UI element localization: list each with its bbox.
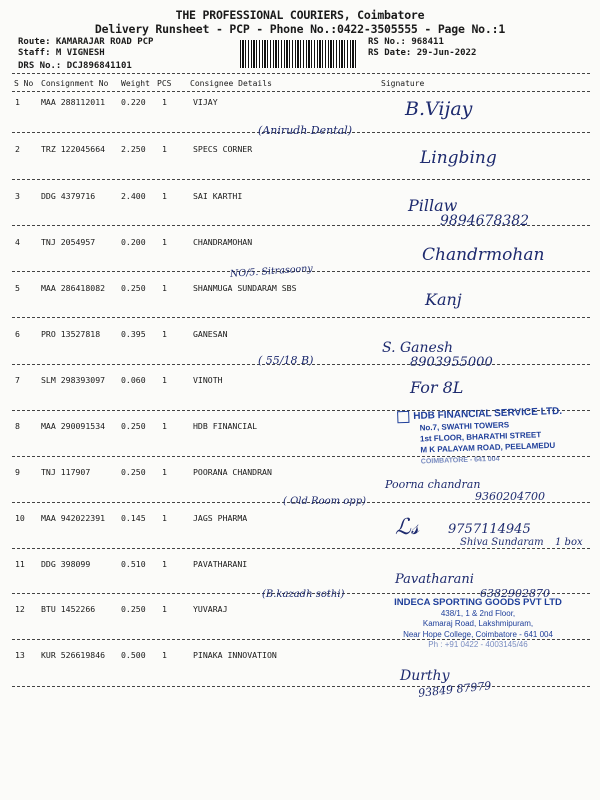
row-consignment: MAA 290091534 xyxy=(41,421,106,431)
row-consignment: TNJ 2054957 xyxy=(41,237,96,247)
handnote-row12: (B.kazadh sothi) xyxy=(262,589,345,600)
row-sno: 11 xyxy=(15,559,25,569)
handnote-row1: (Anirudh Dental) xyxy=(258,124,353,137)
row-sno: 8 xyxy=(15,421,20,431)
phone-row9: 9360204700 xyxy=(475,490,545,503)
row-pcs: 1 xyxy=(162,283,167,293)
indeca-stamp-name: INDECA SPORTING GOODS PVT LTD xyxy=(394,597,562,608)
drs-number: DRS No.: DCJ896841101 xyxy=(18,61,132,71)
rs-date: RS Date: 29-Jun-2022 xyxy=(368,48,477,58)
header-rule-top xyxy=(12,73,590,74)
row-consignee: YUVARAJ xyxy=(193,604,228,614)
phone-row11: 6382902870 xyxy=(480,587,550,600)
row-consignment: DDG 398099 xyxy=(41,559,91,569)
company-title: THE PROFESSIONAL COURIERS, Coimbatore xyxy=(175,8,425,22)
row-consignment: MAA 286418082 xyxy=(41,283,106,293)
row-consignment: TRZ 122045664 xyxy=(41,144,106,154)
row-consignee: CHANDRAMOHAN xyxy=(193,237,253,247)
row-consignment: TNJ 117907 xyxy=(41,467,91,477)
hdb-stamp-line4: COIMBATORE - 641 004 xyxy=(420,455,500,466)
signature-row4: Chandrmohan xyxy=(422,245,545,265)
header-rule-bottom xyxy=(12,91,590,92)
handnote-row5: NO/5. Sitrasoony xyxy=(229,263,314,280)
row-pcs: 1 xyxy=(162,329,167,339)
row-divider xyxy=(12,686,590,687)
row-consignee: JAGS PHARMA xyxy=(193,513,248,523)
row-pcs: 1 xyxy=(162,144,167,154)
row-sno: 3 xyxy=(15,191,20,201)
runsheet-subtitle: Delivery Runsheet - PCP - Phone No.:0422-3505555 - Page No.:1 xyxy=(94,22,506,36)
col-signature: Signature xyxy=(381,79,425,88)
row-weight: 0.250 xyxy=(121,604,146,614)
row-weight: 0.145 xyxy=(121,513,146,523)
row-consignment: MAA 942022391 xyxy=(41,513,106,523)
indeca-stamp xyxy=(378,598,578,651)
signature-row11: Pavatharani xyxy=(395,572,474,587)
row-weight: 0.395 xyxy=(121,329,146,339)
row-sno: 7 xyxy=(15,375,20,385)
row-divider xyxy=(12,548,590,549)
row-weight: 2.400 xyxy=(121,191,146,201)
handnote-row6: ( 55/18 B) xyxy=(258,354,314,367)
phone-row13: 93849 87979 xyxy=(417,679,492,700)
row-sno: 1 xyxy=(15,97,20,107)
indeca-stamp-line1: 438/1, 1 & 2nd Floor, xyxy=(440,608,516,618)
row-consignee: GANESAN xyxy=(193,329,228,339)
route-label: Route: KAMARAJAR ROAD PCP xyxy=(18,37,154,47)
row-divider xyxy=(12,179,590,180)
box-row10: 1 box xyxy=(555,537,583,548)
staff-label: Staff: M VIGNESH xyxy=(18,48,105,58)
row-consignee: HDB FINANCIAL xyxy=(193,421,258,431)
row-weight: 2.250 xyxy=(121,144,146,154)
signature-row13: Durthy xyxy=(400,668,450,684)
phone-row6: 8903955000 xyxy=(410,355,493,370)
col-pcs: PCS xyxy=(157,79,172,88)
row-sno: 5 xyxy=(15,283,20,293)
row-consignment: DDG 4379716 xyxy=(41,191,96,201)
row-consignment: MAA 288112011 xyxy=(41,97,106,107)
row-sno: 2 xyxy=(15,144,20,154)
row-sno: 4 xyxy=(15,237,20,247)
row-weight: 0.510 xyxy=(121,559,146,569)
row-consignment: PRO 13527818 xyxy=(41,329,101,339)
signature-row10: ℒ𝓈 xyxy=(395,515,419,540)
row-weight: 0.500 xyxy=(121,650,146,660)
col-sno: S No xyxy=(14,79,34,88)
phone-row10: 9757114945 xyxy=(448,522,531,537)
row-pcs: 1 xyxy=(162,375,167,385)
row-pcs: 1 xyxy=(162,604,167,614)
row-sno: 10 xyxy=(15,513,25,523)
row-consignment: KUR 526619846 xyxy=(41,650,106,660)
signature-row6: S. Ganesh xyxy=(382,340,454,356)
row-sno: 6 xyxy=(15,329,20,339)
row-pcs: 1 xyxy=(162,237,167,247)
hdb-stamp-name: HDB FINANCIAL SERVICE LTD. xyxy=(413,405,563,423)
row-sno: 9 xyxy=(15,467,20,477)
row-sno: 13 xyxy=(15,650,25,660)
hdb-stamp-line2: 1st FLOOR, BHARATHI STREET xyxy=(419,430,542,444)
row-pcs: 1 xyxy=(162,97,167,107)
row-pcs: 1 xyxy=(162,513,167,523)
hdb-stamp xyxy=(397,405,584,467)
row-consignee: PINAKA INNOVATION xyxy=(193,650,277,660)
signature-row3: Pillaw xyxy=(408,196,458,215)
row-weight: 0.060 xyxy=(121,375,146,385)
row-consignee: SAI KARTHI xyxy=(193,191,243,201)
row-consignee: SHANMUGA SUNDARAM SBS xyxy=(193,283,297,293)
row-pcs: 1 xyxy=(162,421,167,431)
row-consignee: PAVATHARANI xyxy=(193,559,248,569)
signature-row5: Kanj xyxy=(425,290,462,309)
row-consignee: VIJAY xyxy=(193,97,218,107)
phone-row3: 9894678382 xyxy=(440,213,530,229)
hdb-logo-icon xyxy=(397,411,409,423)
handnote-row9: ( Old Room opp) xyxy=(283,496,367,507)
row-weight: 0.250 xyxy=(121,467,146,477)
indeca-stamp-line3: Near Hope College, Coimbatore - 641 004 xyxy=(403,629,553,639)
col-consignment: Consignment No xyxy=(41,79,109,88)
row-weight: 0.220 xyxy=(121,97,146,107)
row-pcs: 1 xyxy=(162,559,167,569)
name-row10: Shiva Sundaram xyxy=(460,537,544,548)
row-divider xyxy=(12,317,590,318)
row-pcs: 1 xyxy=(162,191,167,201)
row-consignment: BTU 1452266 xyxy=(41,604,96,614)
row-consignee: VINOTH xyxy=(193,375,223,385)
row-consignment: SLM 298393097 xyxy=(41,375,106,385)
row-pcs: 1 xyxy=(162,467,167,477)
barcode xyxy=(240,40,358,68)
signature-row7: For 8L xyxy=(410,378,464,397)
row-weight: 0.200 xyxy=(121,237,146,247)
row-pcs: 1 xyxy=(162,650,167,660)
hdb-stamp-line3: M K PALAYAM ROAD, PEELAMEDU xyxy=(420,440,556,455)
signature-row1: B.Vijay xyxy=(405,98,473,120)
rs-number: RS No.: 968411 xyxy=(368,37,444,47)
indeca-stamp-line4: Ph : +91 0422 - 4003145/46 xyxy=(428,640,528,649)
signature-row9: Poorna chandran xyxy=(385,478,481,491)
indeca-stamp-line2: Kamaraj Road, Lakshmipuram, xyxy=(422,619,534,628)
row-consignee: SPECS CORNER xyxy=(193,144,253,154)
signature-row2: Lingbing xyxy=(420,148,497,168)
row-weight: 0.250 xyxy=(121,283,146,293)
col-weight: Weight xyxy=(121,79,150,88)
row-weight: 0.250 xyxy=(121,421,146,431)
col-consignee: Consignee Details xyxy=(190,79,272,88)
row-consignee: POORANA CHANDRAN xyxy=(193,467,272,477)
hdb-stamp-line1: No.7, SWATHI TOWERS xyxy=(419,420,510,433)
row-sno: 12 xyxy=(15,604,25,614)
